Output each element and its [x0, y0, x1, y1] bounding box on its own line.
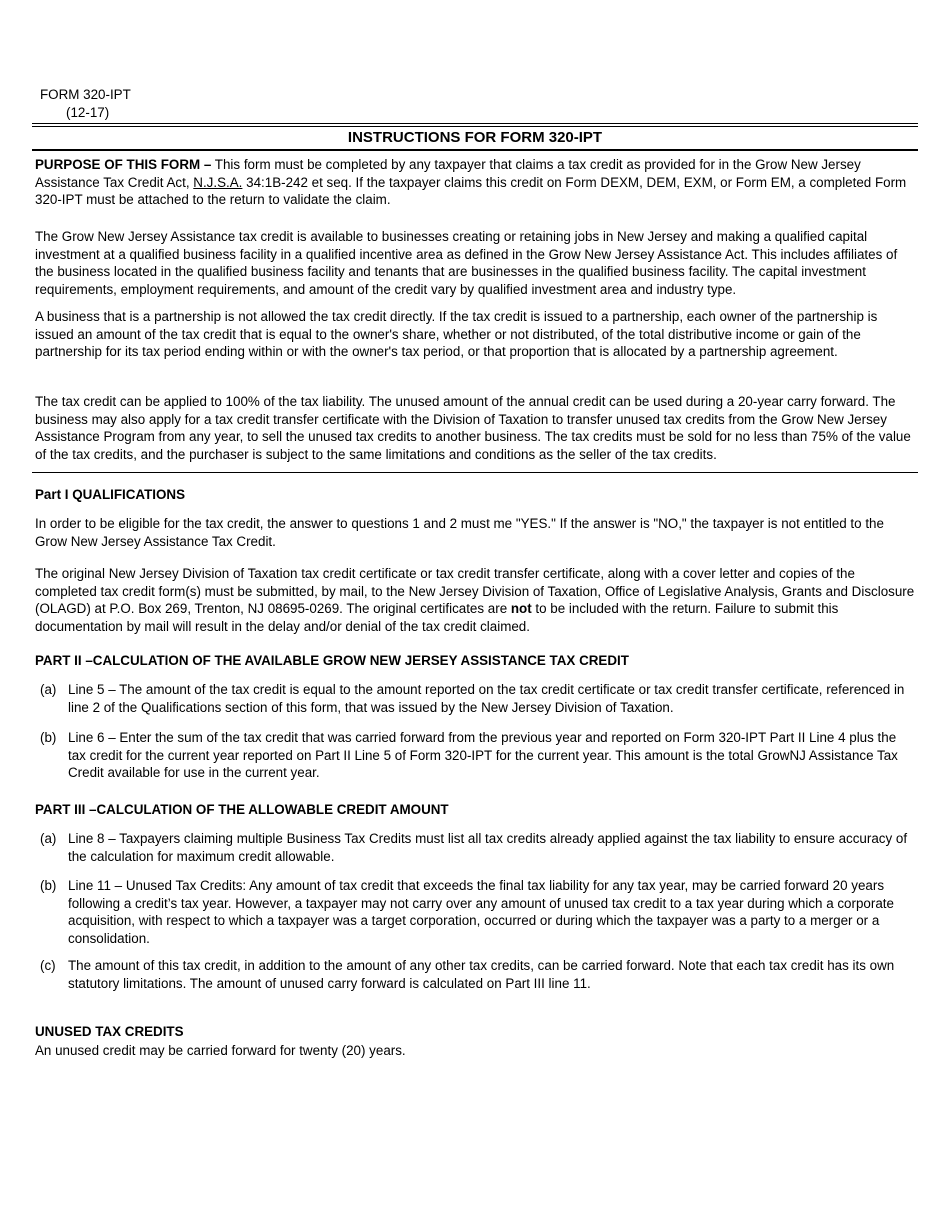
- item-text: Line 5 – The amount of the tax credit is equal to the amount reported on the tax credit certificate or tax credit transfer certificate, referenced in line 2 of the Qualifications section of this form, that was issued by the New Jersey Division of Taxation.: [68, 682, 905, 715]
- form-id: FORM 320-IPT: [40, 87, 131, 102]
- purpose-text-b: 34:1B-242 et seq. If the taxpayer claims this credit on Form DEXM, DEM, EXM, or Form EM, a completed Form 320-IPT must be attached to the return to validate the claim.: [35, 174, 907, 207]
- section-rule: [32, 472, 918, 473]
- purpose-lead: PURPOSE OF THIS FORM –: [35, 157, 212, 172]
- part1-eligibility-paragraph: In order to be eligible for the tax credit, the answer to questions 1 and 2 must me "YES." If the answer is "NO," the taxpayer is not entitled to the Grow New Jersey Assistance Tax Credit.: [35, 516, 884, 549]
- item-text: The amount of this tax credit, in addition to the amount of any other tax credits, can be carried forward. Note that each tax credit has its own statutory limitations. The amount of unused carry forward is calculated on Part III line 11.: [68, 958, 895, 991]
- carry-forward-paragraph: The tax credit can be applied to 100% of the tax liability. The unused amount of the annual credit can be used during a 20-year carry forward. The business may also apply for a tax credit transfer certificate with the Division of Taxation to transfer unused tax credits from the Grow New Jersey Assistance Program from any year, to sell the unused tax credits to another business. The tax credits must be sold for no less than 75% of the value of the tax credits, and the purchaser is subject to the same limitations and conditions as the seller of the tax credits.: [35, 394, 911, 462]
- header-rule-bottom: [32, 126, 918, 127]
- item-label: (b): [40, 878, 57, 893]
- part1-heading: Part I QUALIFICATIONS: [35, 487, 186, 502]
- part2-heading: PART II –CALCULATION OF THE AVAILABLE GROW NEW JERSEY ASSISTANCE TAX CREDIT: [35, 653, 629, 668]
- submission-text-b: to be included with the return. Failure to submit this documentation by mail will result in the delay and/or denial of the tax credit claimed.: [35, 601, 839, 634]
- unused-credits-heading: UNUSED TAX CREDITS: [35, 1024, 184, 1039]
- item-text: Line 11 – Unused Tax Credits: Any amount of tax credit that exceeds the final tax liability for any tax year, may be carried forward 20 years following a credit’s tax year. However, a taxpayer may not carry over any amount of unused tax credit to a tax year during which a corporate acquisition, with respect to which a taxpayer was a target corporation, occurred or during which the taxpayer was a party to a merger or a consolidation.: [68, 878, 894, 946]
- partnership-paragraph: A business that is a partnership is not allowed the tax credit directly. If the tax credit is issued to a partnership, each owner of the partnership is issued an amount of the tax credit that is equal to the owner's share, whether or not distributed, of the total distributive income or gain of the partnership for its tax period ending within or with the owner's tax period, or that proportion that is allocated by a partnership agreement.: [35, 309, 878, 359]
- title-rule: [32, 149, 918, 151]
- item-label: (a): [40, 682, 57, 697]
- unused-credits-text: An unused credit may be carried forward for twenty (20) years.: [35, 1043, 406, 1058]
- part3-heading: PART III –CALCULATION OF THE ALLOWABLE CREDIT AMOUNT: [35, 802, 449, 817]
- eligibility-paragraph: The Grow New Jersey Assistance tax credit is available to businesses creating or retaining jobs in New Jersey and making a qualified capital investment at a qualified business facility in a qualified incentive area as defined in the Grow New Jersey Assistance Act. This includes affiliates of the business located in the qualified business facility and tenants that are businesses in the qualified business facility. The capital investment requirements, employment requirements, and amount of the credit vary by qualified investment area and industry type.: [35, 229, 898, 297]
- item-label: (b): [40, 730, 57, 745]
- submission-emphasis: not: [510, 601, 532, 616]
- item-label: (a): [40, 831, 57, 846]
- item-text: Line 8 – Taxpayers claiming multiple Business Tax Credits must list all tax credits already applied against the tax liability to ensure accuracy of the calculation for maximum credit allowable.: [68, 831, 908, 864]
- item-text: Line 6 – Enter the sum of the tax credit that was carried forward from the previous year and reported on Form 320-IPT Part II Line 4 plus the tax credit for the current year reported on Part II Line 5 of Form 320-IPT for the current year. This amount is the total GrowNJ Assistance Tax Credit available for use in the current year.: [68, 730, 898, 780]
- purpose-paragraph: [35, 156, 915, 209]
- statute-reference: N.J.S.A.: [193, 174, 243, 190]
- purpose-text-a: This form must be completed by any taxpayer that claims a tax credit as provided for in the Grow New Jersey Assistance Tax Credit Act,: [35, 157, 861, 190]
- header-rule-top: [32, 123, 918, 124]
- item-label: (c): [40, 958, 56, 973]
- part1-submission-paragraph: [35, 565, 915, 635]
- page-title: INSTRUCTIONS FOR FORM 320-IPT: [347, 129, 603, 146]
- submission-text-a: The original New Jersey Division of Taxation tax credit certificate or tax credit transfer certificate, along with a cover letter and copies of the completed tax credit form(s) must be submitted, by mail, to the New Jersey Division of Taxation, Office of Legislative Analysis, Grants and Disclosure (OLAGD) at P.O. Box 269, Trenton, NJ 08695-0269. The original certificates are: [35, 566, 915, 616]
- form-revision: (12-17): [66, 105, 110, 120]
